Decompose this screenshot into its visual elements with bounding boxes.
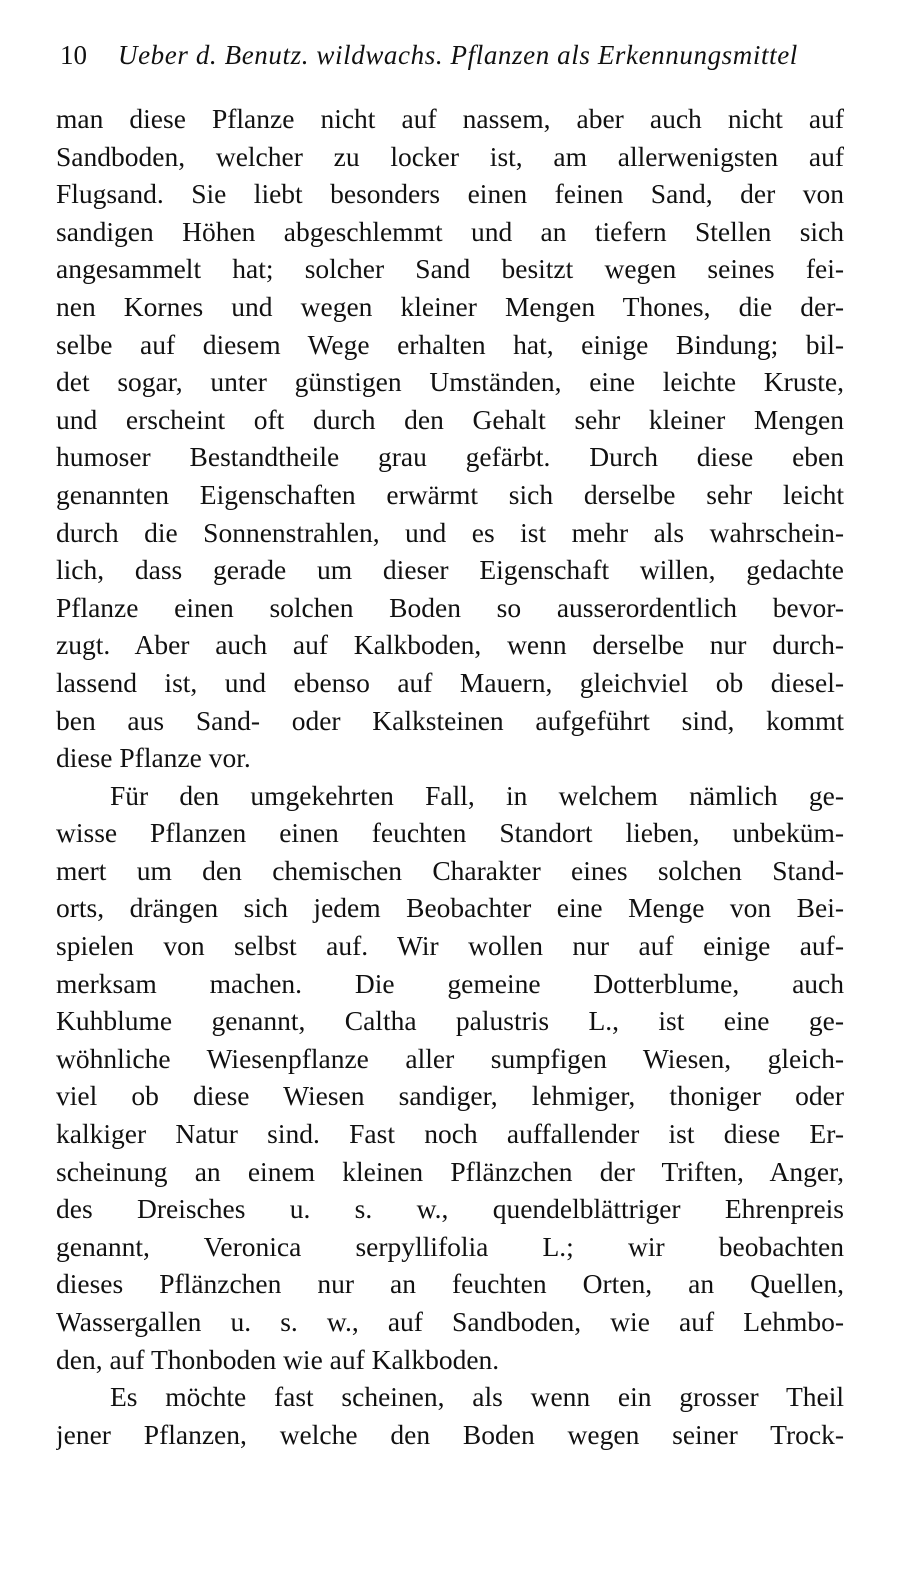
text-line: Kuhblume genannt, Caltha palustris L., ist eine ge- [56, 1005, 844, 1037]
text-line: sandigen Höhen abgeschlemmt und an tiefern Stellen sich [56, 215, 844, 247]
running-head: Ueber d. Benutz. wildwachs. Pflanzen als Erkennungsmittel [118, 40, 798, 70]
paragraph [56, 1378, 844, 1453]
text-line: Es möchte fast scheinen, als wenn ein grosser Theil [110, 1381, 844, 1413]
text-line: durch die Sonnenstrahlen, und es ist mehr als wahrschein- [56, 516, 844, 548]
text-line: den, auf Thonboden wie auf Kalkboden. [56, 1343, 500, 1375]
text-line: jener Pflanzen, welche den Boden wegen seiner Trock- [56, 1418, 844, 1450]
paragraph [56, 100, 844, 777]
text-line: und erscheint oft durch den Gehalt sehr kleiner Mengen [56, 403, 844, 435]
text-line: viel ob diese Wiesen sandiger, lehmiger, thoniger oder [56, 1080, 844, 1112]
page-number: 10 [60, 40, 87, 70]
text-line: wisse Pflanzen einen feuchten Standort lieben, unbeküm- [56, 817, 844, 849]
text-line: man diese Pflanze nicht auf nassem, aber auch nicht auf [56, 103, 844, 134]
text-line: genannt, Veronica serpyllifolia L.; wir beobachten [56, 1230, 844, 1262]
text-line: Sandboden, welcher zu locker ist, am allerwenigsten auf [56, 140, 844, 172]
text-line: diese Pflanze vor. [56, 742, 251, 774]
text-line: nen Kornes und wegen kleiner Mengen Thones, die der- [56, 290, 844, 322]
text-line: genannten Eigenschaften erwärmt sich derselbe sehr leicht [56, 478, 844, 510]
paragraph [56, 777, 844, 1379]
text-line: lich, dass gerade um dieser Eigenschaft willen, gedachte [56, 554, 844, 586]
text-line: orts, drängen sich jedem Beobachter eine Menge von Bei- [56, 892, 844, 924]
text-line: Flugsand. Sie liebt besonders einen feinen Sand, der von [56, 178, 844, 210]
text-line: scheinung an einem kleinen Pflänzchen der Triften, Anger, [56, 1155, 844, 1187]
text-line: selbe auf diesem Wege erhalten hat, einige Bindung; bil- [56, 328, 844, 360]
text-line: ben aus Sand- oder Kalksteinen aufgeführt sind, kommt [56, 704, 844, 736]
text-line: kalkiger Natur sind. Fast noch auffallender ist diese Er- [56, 1118, 844, 1150]
text-line: det sogar, unter günstigen Umständen, eine leichte Kruste, [56, 366, 844, 398]
text-line: mert um den chemischen Charakter eines solchen Stand- [56, 854, 844, 886]
text-line: Pflanze einen solchen Boden so ausserordentlich bevor- [56, 591, 844, 623]
text-line: Für den umgekehrten Fall, in welchem nämlich ge- [110, 779, 844, 811]
body-text [56, 100, 844, 1453]
text-line: merksam machen. Die gemeine Dotterblume, auch [56, 967, 844, 999]
text-line: dieses Pflänzchen nur an feuchten Orten, an Quellen, [56, 1268, 844, 1300]
text-line: des Dreisches u. s. w., quendelblättriger Ehrenpreis [56, 1193, 844, 1225]
page-header [60, 40, 840, 76]
text-line: angesammelt hat; solcher Sand besitzt wegen seines fei- [56, 253, 844, 285]
text-line: lassend ist, und ebenso auf Mauern, gleichviel ob diesel- [56, 666, 844, 698]
text-line: wöhnliche Wiesenpflanze aller sumpfigen Wiesen, gleich- [56, 1042, 844, 1074]
text-line: spielen von selbst auf. Wir wollen nur auf einige auf- [56, 930, 844, 962]
text-line: Wassergallen u. s. w., auf Sandboden, wie auf Lehmbo- [56, 1306, 844, 1337]
text-line: zugt. Aber auch auf Kalkboden, wenn derselbe nur durch- [56, 629, 844, 661]
text-line: humoser Bestandtheile grau gefärbt. Durch diese eben [56, 441, 844, 473]
